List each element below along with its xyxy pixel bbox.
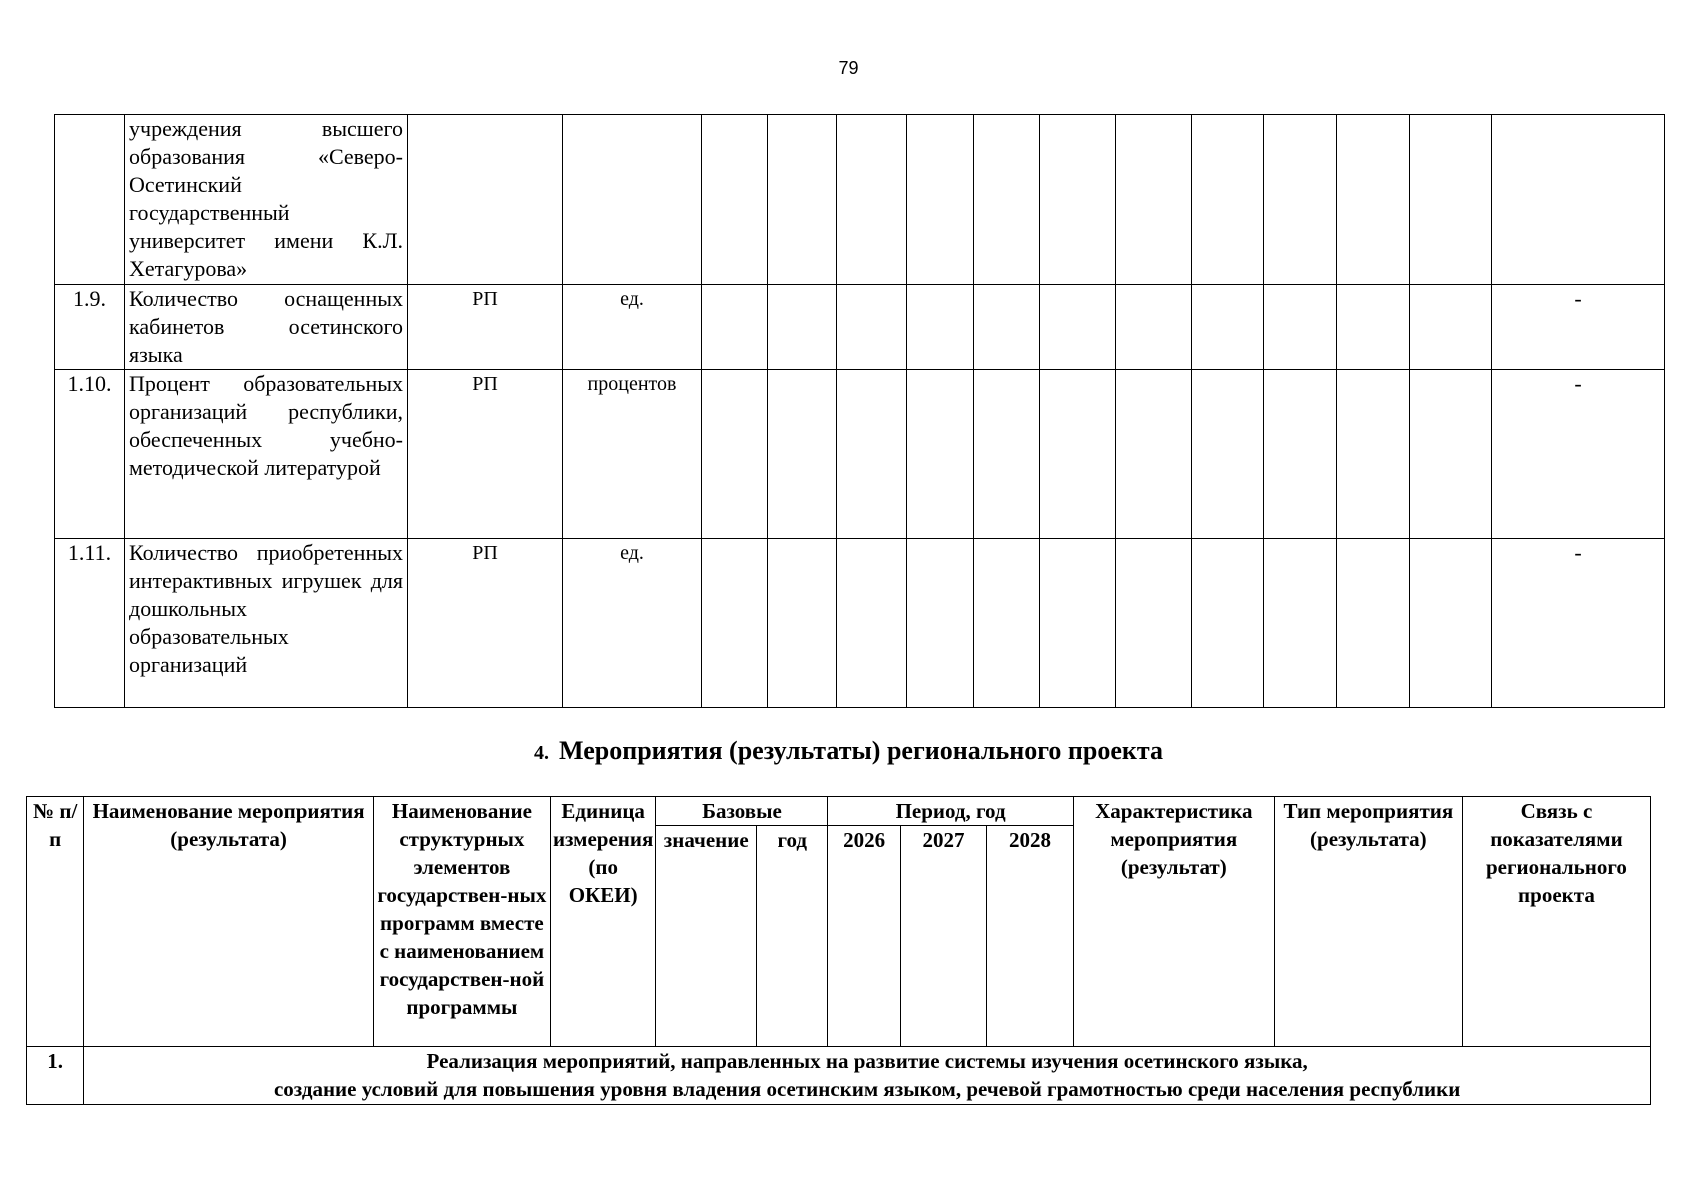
table-row [55, 115, 1665, 285]
empty-cell [1116, 285, 1192, 370]
empty-cell [702, 115, 768, 285]
header-characteristic: Характеристика мероприятия (результат) [1073, 797, 1274, 1047]
empty-cell [1116, 539, 1192, 708]
header-struct: Наименование структурных элементов государствен-ных программ вместе с наименованием государствен-ной программы [373, 797, 550, 1047]
row-name: Количество приобретенных интерактивных игрушек для дошкольных образовательных организаций [125, 539, 408, 708]
empty-cell [1192, 539, 1264, 708]
empty-cell [1040, 370, 1116, 539]
header-base-value: значение [656, 826, 757, 1047]
table-row [55, 539, 1665, 708]
header-2027: 2027 [900, 826, 986, 1047]
empty-cell [1410, 370, 1492, 539]
row-last-value: - [1492, 370, 1665, 539]
empty-cell [1040, 285, 1116, 370]
empty-cell [1337, 370, 1410, 539]
empty-cell [837, 285, 907, 370]
row-source: РП [408, 285, 563, 370]
row-unit: процентов [563, 370, 702, 539]
header-num: № п/п [27, 797, 84, 1047]
empty-cell [768, 539, 837, 708]
empty-cell [1116, 115, 1192, 285]
empty-cell [702, 539, 768, 708]
row-source: РП [408, 539, 563, 708]
empty-cell [907, 285, 974, 370]
empty-cell [974, 285, 1040, 370]
empty-cell [837, 539, 907, 708]
section-number: 4. [534, 742, 550, 764]
row-num [55, 115, 125, 285]
empty-cell [1264, 285, 1337, 370]
section-title [0, 736, 1697, 766]
empty-cell [1410, 115, 1492, 285]
empty-cell [1192, 115, 1264, 285]
empty-cell [907, 115, 974, 285]
section-title-text: Мероприятия (результаты) регионального проекта [559, 736, 1163, 765]
header-2028: 2028 [987, 826, 1073, 1047]
section-row-text [84, 1047, 1651, 1105]
empty-cell [837, 370, 907, 539]
empty-cell [1264, 539, 1337, 708]
row-last-value: - [1492, 285, 1665, 370]
empty-cell [702, 370, 768, 539]
empty-cell [702, 285, 768, 370]
row-name: учреждения высшего образования «Северо-Осетинский государственный университет имени К.Л. Хетагурова» [125, 115, 408, 285]
empty-cell [1264, 370, 1337, 539]
empty-cell [837, 115, 907, 285]
empty-cell [907, 539, 974, 708]
empty-cell [1337, 539, 1410, 708]
empty-cell [768, 285, 837, 370]
table-row [55, 285, 1665, 370]
row-unit: ед. [563, 285, 702, 370]
page-number: 79 [838, 58, 859, 78]
table-row [55, 370, 1665, 539]
empty-cell [974, 539, 1040, 708]
header-2026: 2026 [828, 826, 900, 1047]
row-num: 1.11. [55, 539, 125, 708]
section-row-line1: Реализация мероприятий, направленных на развитие системы изучения осетинского языка, [426, 1049, 1308, 1073]
header-name: Наименование мероприятия (результата) [84, 797, 374, 1047]
header-type: Тип мероприятия (результата) [1274, 797, 1462, 1047]
section-row [27, 1047, 1651, 1105]
row-last-value [1492, 115, 1665, 285]
header-link: Связь с показателями регионального проекта [1462, 797, 1650, 1047]
row-name: Количество оснащенных кабинетов осетинского языка [125, 285, 408, 370]
empty-cell [1337, 115, 1410, 285]
empty-cell [1410, 539, 1492, 708]
empty-cell [1192, 285, 1264, 370]
empty-cell [1337, 285, 1410, 370]
header-unit: Единица измерения (по ОКЕИ) [550, 797, 656, 1047]
header-base: Базовые [656, 797, 828, 826]
empty-cell [1040, 539, 1116, 708]
empty-cell [1192, 370, 1264, 539]
header-period: Период, год [828, 797, 1073, 826]
row-source: РП [408, 370, 563, 539]
section-row-line2: создание условий для повышения уровня владения осетинским языком, речевой грамотностью среди населения республики [273, 1077, 1461, 1101]
empty-cell [1040, 115, 1116, 285]
empty-cell [768, 115, 837, 285]
section-row-num: 1. [27, 1047, 84, 1105]
row-unit [563, 115, 702, 285]
row-source [408, 115, 563, 285]
activities-table [26, 796, 1651, 1105]
row-num: 1.9. [55, 285, 125, 370]
empty-cell [1410, 285, 1492, 370]
empty-cell [1116, 370, 1192, 539]
empty-cell [1264, 115, 1337, 285]
row-num: 1.10. [55, 370, 125, 539]
empty-cell [974, 370, 1040, 539]
header-base-year: год [757, 826, 828, 1047]
empty-cell [974, 115, 1040, 285]
row-last-value: - [1492, 539, 1665, 708]
indicators-table [54, 114, 1665, 708]
row-name: Процент образовательных организаций республики, обеспеченных учебно-методической литературой [125, 370, 408, 539]
empty-cell [768, 370, 837, 539]
empty-cell [907, 370, 974, 539]
row-unit: ед. [563, 539, 702, 708]
